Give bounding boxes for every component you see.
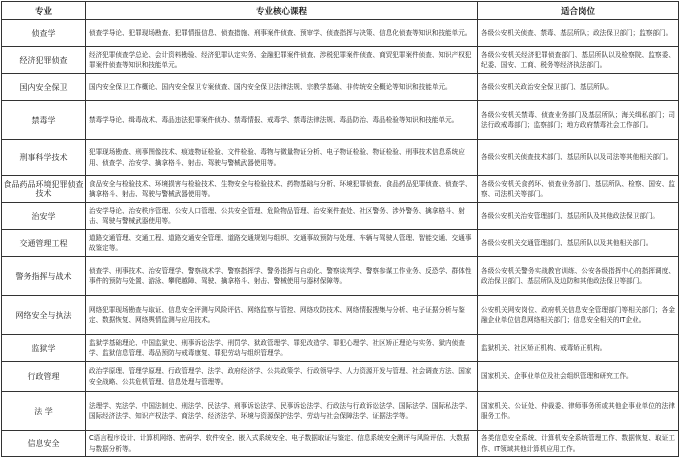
table-row: [2, 203, 679, 230]
jobs-cell: 各级公安机关交通管理部门、基层所队以及其他相关部门。: [478, 230, 679, 257]
major-cell: 食品药品环境犯罪侦查技术: [2, 176, 86, 203]
major-cell: 禁毒学: [2, 101, 86, 140]
jobs-cell: 各级公安机关治安管理部门、基层所队及其他政法保卫部门。: [478, 203, 679, 230]
majors-table-sheet: [1, 1, 678, 452]
table-row: [2, 74, 679, 101]
major-cell: 法 学: [2, 392, 86, 431]
courses-cell: 侦查学、刑事技术、治安管理学、警察战术学、警察指挥学、警务指挥与自动化、警察谈判学、警察参谋工作业务、反恐学、群体性事件的预防与处置、游泳、攀爬越障、驾驶、擒拿格斗、射击、警械使用与器材保障等。: [86, 257, 478, 296]
major-cell: 刑事科学技术: [2, 140, 86, 176]
courses-cell: 治安学导论、治安秩序管理、公安人口管理、公共安全管理、危险物品管理、治安案件查处、社区警务、涉外警务、擒拿格斗、射击、驾驶与警械武器使用等。: [86, 203, 478, 230]
jobs-cell: 各级公安机关侦查技术部门、基层所队以及司法等其他相关部门。: [478, 140, 679, 176]
courses-cell: 国内安全保卫工作概论、国内安全保卫专案侦查、国内安全保卫法律法规、宗教学基础、非传统安全概论等知识和技能单元。: [86, 74, 478, 101]
major-cell: 侦查学: [2, 20, 86, 47]
major-cell: 国内安全保卫: [2, 74, 86, 101]
courses-cell: 经济犯罪侦查学总论、会计资料勘验、经济犯罪认定实务、金融犯罪案件侦查、涉税犯罪案件侦查、商贸犯罪案件侦查、知识产权犯罪案件侦查等知识和技能单元。: [86, 47, 478, 74]
jobs-cell: 各级公安机关食药环、侦查业务部门、基层所队、检察、国安、监察、司法机关等部门。: [478, 176, 679, 203]
jobs-cell: 监狱机关、社区矫正机构、戒毒矫正机构。: [478, 335, 679, 362]
major-cell: 交通管理工程: [2, 230, 86, 257]
jobs-cell: 各级公安机关禁毒、侦查业务部门及基层所队；海关缉私部门；司法行政戒毒部门；监察部门；地方政府禁毒社会工作部门。: [478, 101, 679, 140]
courses-cell: 政治学原理、管理学原理、行政管理学、法学、政府经济学、公共政策学、行政领导学、人力资源开发与管理、社会调查方法、国家安全战略、公共危机管理、信息处理与管理等。: [86, 362, 478, 392]
table-row: [2, 47, 679, 74]
table-row: [2, 257, 679, 296]
table-row: [2, 140, 679, 176]
major-cell: 行政管理: [2, 362, 86, 392]
jobs-cell: 各类信息安全系统、计算机安全系统管理工作、数据恢复、取证工作、IT领域其他计算机应用工作。: [478, 431, 679, 457]
table-row: [2, 296, 679, 335]
courses-cell: 侦查学导论、犯罪现场勘查、犯罪情报信息、侦查措施、刑事案件侦查、预审学、侦查指挥与决策、信息化侦查等知识和技能单元。: [86, 20, 478, 47]
header-courses: 专业核心课程: [86, 2, 478, 20]
major-cell: 经济犯罪侦查: [2, 47, 86, 74]
table-row: [2, 362, 679, 392]
jobs-cell: 各级公安机关警务实战教官训练、公安各级指挥中心的指挥调度、政治保卫部门、基层所队及边防和其他政法保卫等部门。: [478, 257, 679, 296]
header-jobs: 适合岗位: [478, 2, 679, 20]
table-row: [2, 392, 679, 431]
courses-cell: 犯罪现场勘查、刑事图像技术、痕迹物证检验、文件检验、毒物与微量物证分析、电子物证检验、物证检验、刑事技术信息系统应用、侦查学、治安学、擒拿格斗、射击、驾驶与警械武器使用等。: [86, 140, 478, 176]
courses-cell: 禁毒学导论、缉毒战术、毒品违法犯罪案件侦办、禁毒情报、戒毒学、禁毒法律法规、毒品防治、毒品检验等知识和技能单元。: [86, 101, 478, 140]
jobs-cell: 国家机关、企事业单位及社会组织管理和研究工作。: [478, 362, 679, 392]
courses-cell: 监狱学基础理论、中国监狱史、刑事诉讼法学、刑罚学、狱政管理学、罪犯改造学、罪犯心理学、社区矫正理论与实务、狱内侦查学、监狱信息管理、毒品预防与戒毒康复、罪犯劳动与组织管理学。: [86, 335, 478, 362]
table-row: [2, 20, 679, 47]
jobs-cell: 各级公安机关经济犯罪侦查部门、基层所队以及检察院、监察委、纪委、国安、工商、税务等经济执法部门。: [478, 47, 679, 74]
courses-cell: 网络犯罪现场勘查与取证、信息安全评测与风险评估、网络监察与管控、网络攻防技术、网络情报搜集与分析、电子证据分析与鉴定、数据恢复、网络舆情监测与应用技术。: [86, 296, 478, 335]
courses-cell: 食品安全与检验技术、环境损害与检验技术、生物安全与检验技术、药物基础与分析、环境犯罪侦查、食品药品犯罪侦查、侦查学、擒拿格斗、射击、驾驶与警械武器使用等。: [86, 176, 478, 203]
jobs-cell: 国家机关、公证处、仲裁委、律师事务所或其他企事业单位的法律服务工作。: [478, 392, 679, 431]
majors-table: [1, 1, 679, 457]
jobs-cell: 各级公安机关侦查、禁毒、基层所队；政法保卫部门；监察部门。: [478, 20, 679, 47]
table-row: [2, 335, 679, 362]
table-row: [2, 101, 679, 140]
header-major: 专业: [2, 2, 86, 20]
major-cell: 警务指挥与战术: [2, 257, 86, 296]
courses-cell: 道路交通管理、交通工程、道路交通安全管理、道路交通规划与组织、交通事故预防与处理、车辆与驾驶人管理、智能交通、交通事故鉴定等。: [86, 230, 478, 257]
major-cell: 网络安全与执法: [2, 296, 86, 335]
table-row: [2, 176, 679, 203]
courses-cell: 法理学、宪法学、中国法制史、刑法学、民法学、刑事诉讼法学、民事诉讼法学、行政法与行政诉讼法学、国际法学、国际私法学、国际经济法学、知识产权法学、商法学、经济法学、环境与资源保护法学、劳动与社会保障法学、证据法学等。: [86, 392, 478, 431]
table-header-row: [2, 2, 679, 20]
major-cell: 治安学: [2, 203, 86, 230]
major-cell: 监狱学: [2, 335, 86, 362]
jobs-cell: 公安机关网安岗位、政府机关信息安全管理部门等相关部门；各金融企业单位信息网络相关部门；信息安全相关的IT企业。: [478, 296, 679, 335]
courses-cell: C语言程序设计、计算机网络、密码学、软件安全、嵌入式系统安全、电子数据取证与鉴定、信息系统安全测评与风险评估、大数据与数据分析等。: [86, 431, 478, 457]
table-row: [2, 431, 679, 457]
table-row: [2, 230, 679, 257]
major-cell: 信息安全: [2, 431, 86, 457]
jobs-cell: 各级公安机关政治安全保卫部门、基层所队。: [478, 74, 679, 101]
